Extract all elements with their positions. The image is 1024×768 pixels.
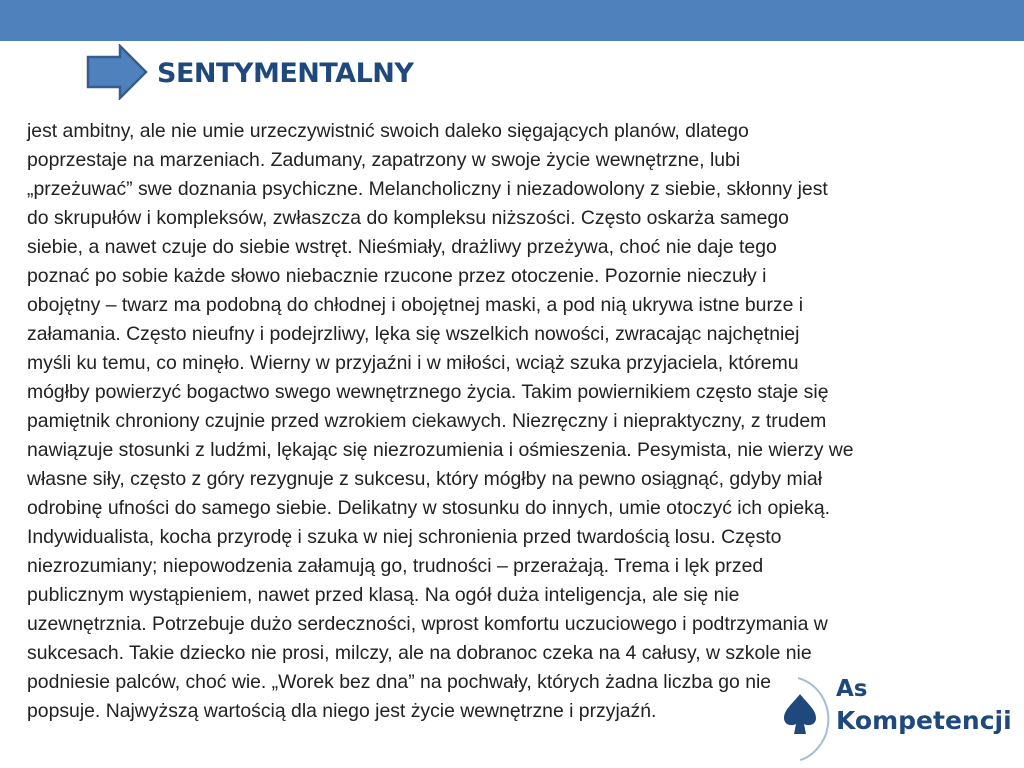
text-line: jest ambitny, ale nie umie urzeczywistnić swoich daleko sięgających planów, dlatego: [27, 120, 749, 142]
text-line: pamiętnik chroniony czujnie przed wzrokiem ciekawych. Niezręczny i niepraktyczny, z trudem: [27, 410, 827, 432]
text-line: obojętny – twarz ma podobną do chłodnej i obojętnej maski, a pod nią ukrywa istne burze i: [27, 294, 804, 316]
text-line: odrobinę ufności do samego siebie. Delikatny w stosunku do innych, umie otoczyć ich opieką.: [27, 497, 830, 519]
top-accent-bar: [0, 0, 1024, 41]
body-text: [27, 117, 995, 726]
text-line: do skrupułów i kompleksów, zwłaszcza do kompleksu niższości. Często oskarża samego: [27, 207, 789, 229]
text-line: niezrozumiany; niepowodzenia załamują go, trudności – przerażają. Trema i lęk przed: [27, 555, 764, 577]
text-line: mógłby powierzyć bogactwo swego wewnętrznego życia. Takim powiernikiem często staje się: [27, 381, 829, 403]
slide-title: SENTYMENTALNY: [157, 58, 414, 89]
text-line: myśli ku temu, co minęło. Wierny w przyjaźni i w miłości, wciąż szuka przyjaciela, któremu: [27, 352, 799, 374]
text-line: załamania. Często nieufny i podejrzliwy, lęka się wszelkich nowości, zwracając najchętniej: [27, 323, 800, 345]
text-line: podniesie palców, choć wie. „Worek bez dna” na pochwały, których żadna liczba go nie: [27, 671, 772, 693]
text-line: poprzestaje na marzeniach. Zadumany, zapatrzony w swoje życie wewnętrzne, lubi: [27, 149, 741, 171]
text-line: nawiązuje stosunki z ludźmi, lękając się niezrozumienia i ośmieszenia. Pesymista, nie wierzy we: [27, 439, 854, 461]
text-line: sukcesach. Takie dziecko nie prosi, milczy, ale na dobranoc czeka na 4 całusy, w szkole nie: [27, 642, 812, 664]
text-line: uzewnętrznia. Potrzebuje dużo serdeczności, wprost komfortu uczuciowego i podtrzymania w: [27, 613, 828, 635]
text-line: publicznym wystąpieniem, nawet przed klasą. Na ogół duża inteligencja, ale się nie: [27, 584, 740, 606]
text-line: własne siły, często z góry rezygnuje z sukcesu, który mógłby na pewno osiągnąć, gdyby miał: [27, 468, 823, 490]
text-line: Indywidualista, kocha przyrodę i szuka w niej schronienia przed twardością losu. Często: [27, 526, 782, 548]
text-line: siebie, a nawet czuje do siebie wstręt. Nieśmiały, drażliwy przeżywa, choć nie daje tego: [27, 236, 777, 258]
logo-line-1: As: [836, 676, 868, 702]
text-line: poznać po sobie każde słowo niebacznie rzucone przez otoczenie. Pozornie nieczuły i: [27, 265, 767, 287]
right-arrow-icon: [86, 44, 148, 100]
text-line: popsuje. Najwyższą wartością dla niego jest życie wewnętrzne i przyjaźń.: [27, 700, 657, 722]
text-line: „przeżuwać” swe doznania psychiczne. Melancholiczny i niezadowolony z siebie, skłonny jest: [27, 178, 828, 200]
logo-line-2: Kompetencji: [836, 706, 1012, 735]
